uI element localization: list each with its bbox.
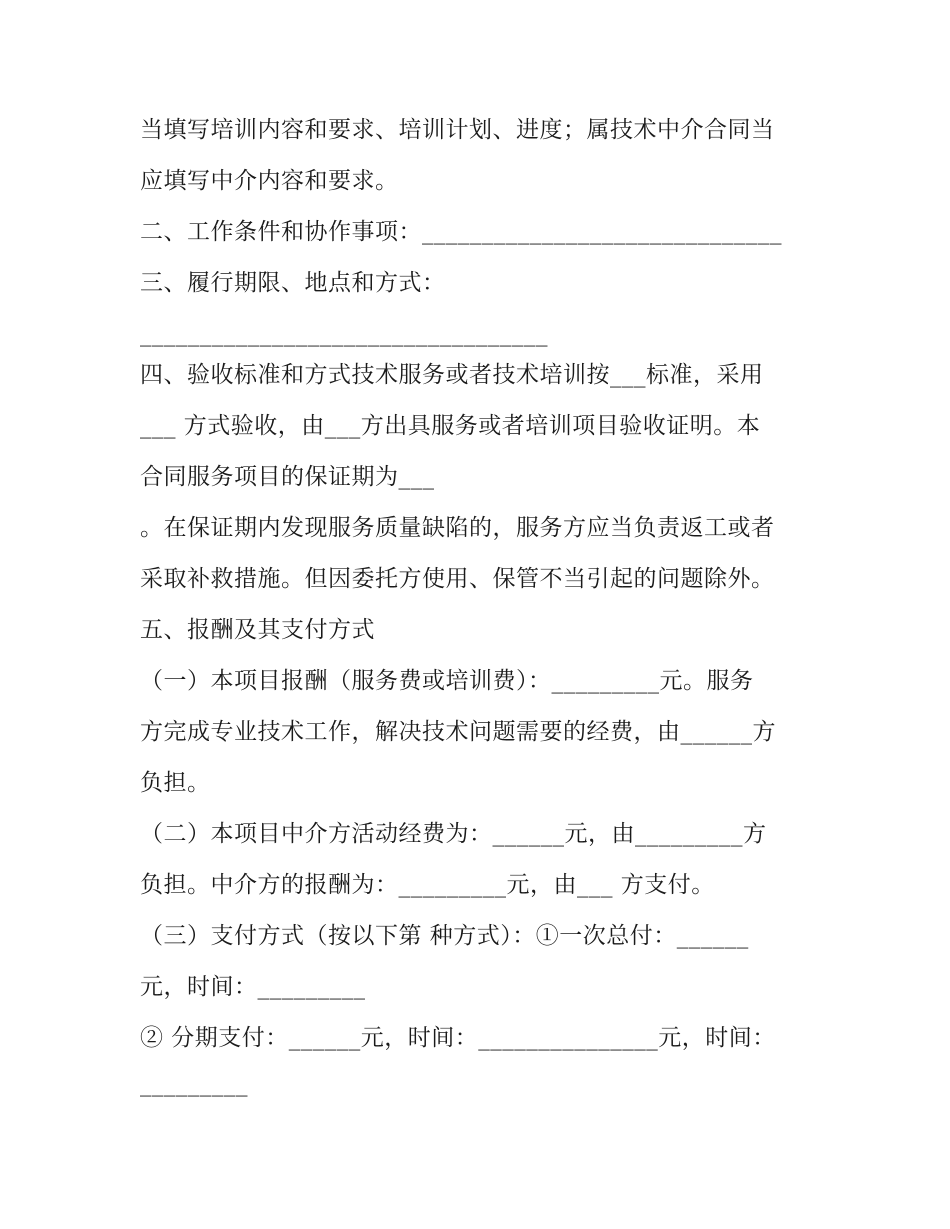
section-three-heading: 三、履行期限、地点和方式： xyxy=(140,270,446,296)
installment-line-1: ② 分期支付：______元，时间：_______________元，时间： xyxy=(140,1025,776,1051)
installment-line-2: _________ xyxy=(140,1071,248,1097)
clause-one-line-3: 负担。 xyxy=(140,770,211,796)
section-four-line-5: 采取补救措施。但因委托方使用、保管不当引起的问题除外。 xyxy=(140,566,775,592)
clause-three-line-1: （三）支付方式（按以下第 种方式）：①一次总付：______ xyxy=(140,923,749,949)
paragraph-line-1: 当填写培训内容和要求、培训计划、进度；属技术中介合同当 xyxy=(140,117,775,143)
section-five-heading: 五、报酬及其支付方式 xyxy=(140,617,375,643)
paragraph-line-2: 应填写中介内容和要求。 xyxy=(140,168,399,194)
clause-two-line-2: 负担。中介方的报酬为：_________元，由___ 方支付。 xyxy=(140,872,715,898)
section-two-heading: 二、工作条件和协作事项：______________________________ xyxy=(140,219,782,245)
clause-three-line-2: 元，时间：_________ xyxy=(140,974,366,1000)
section-three-blank: __________________________________ xyxy=(140,321,548,347)
section-four-line-4: 。在保证期内发现服务质量缺陷的，服务方应当负责返工或者 xyxy=(140,515,775,541)
section-four-line-2: ___ 方式验收，由___方出具服务或者培训项目验收证明。本 xyxy=(140,413,761,439)
clause-one-line-1: （一）本项目报酬（服务费或培训费）：_________元。服务 xyxy=(140,668,754,694)
clause-one-line-2: 方完成专业技术工作，解决技术问题需要的经费，由______方 xyxy=(140,719,776,745)
clause-two-line-1: （二）本项目中介方活动经费为：______元，由_________方 xyxy=(140,821,767,847)
section-four-line-3: 合同服务项目的保证期为___ xyxy=(140,464,435,490)
section-four-line-1: 四、验收标准和方式技术服务或者技术培训按___标准，采用 xyxy=(140,362,764,388)
